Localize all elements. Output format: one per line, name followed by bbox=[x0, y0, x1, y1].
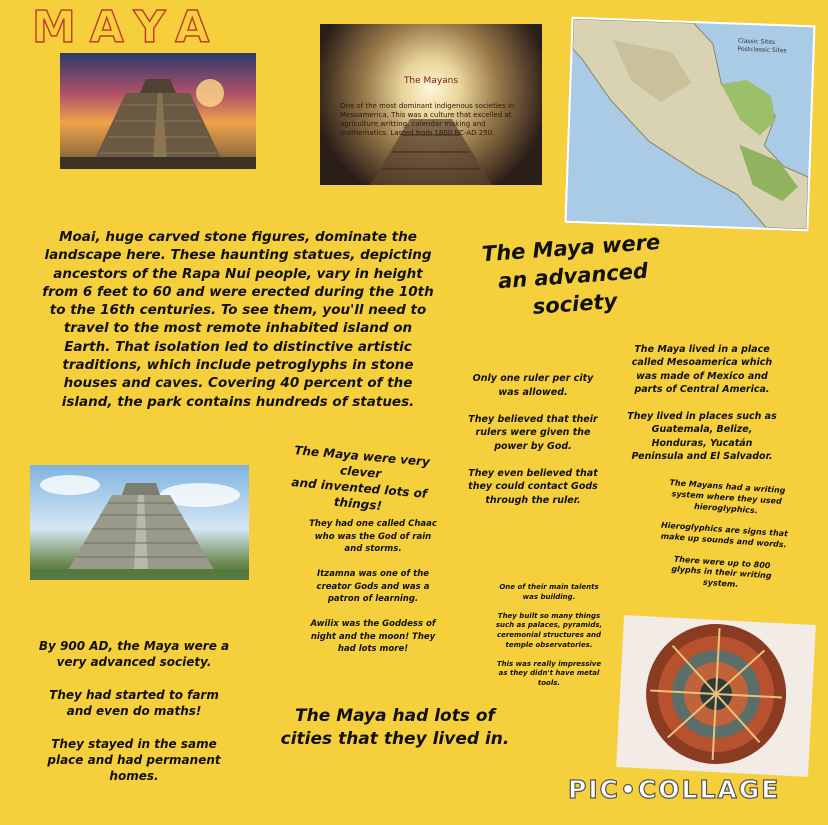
slide-body: One of the most dominant indigenous societies in Mesoamerica. This was a culture that excelled at agriculture,writting, calendar making and mathematics. Lasted from 1800 BC-AD 250. bbox=[340, 102, 515, 137]
pic-collage-logo: PIC•COLLAGE bbox=[568, 775, 781, 804]
ad900-text: By 900 AD, the Maya were a very advanced society. They had started to farm and even do maths! They stayed in the same place and had permanent homes. bbox=[38, 639, 230, 784]
mesoamerica-text: The Maya lived in a place called Mesoamerica which was made of Mexico and parts of Central America. They lived in places such as Guatemala, Belize, Honduras, Yucatán Peninsula and El Salvador. bbox=[627, 344, 777, 463]
aztec-calendar-stone-image bbox=[616, 615, 816, 777]
pyramid-sunset-image bbox=[60, 53, 256, 169]
writing-text: The Mayans had a writing system where they used hieroglyphics. Hieroglyphics are signs that make up sounds and words. There were up to 800 glyphs in their writing system. bbox=[660, 478, 789, 590]
building-text: One of their main talents was building. They built so many things such as palaces, pyramids, ceremonial structures and temple observatories. This was really impressive as they didn't have metal tools. bbox=[495, 583, 603, 687]
clever-heading: The Maya were very clever and invented lots of things! bbox=[290, 443, 431, 513]
map-label-classic: Classic Sites bbox=[737, 37, 776, 46]
map-label-postclassic: Postclassic Sites bbox=[737, 45, 787, 55]
slide-heading: The Mayans bbox=[403, 76, 459, 86]
mesoamerica-map-image bbox=[564, 17, 815, 231]
gods-text: They had one called Chaac who was the God of rain and storms. Itzamna was one of the creator Gods and was a patron of learning. Awilix was the Goddess of night and the moon! They had lots more! bbox=[309, 519, 437, 654]
chichen-itza-pyramid-image bbox=[30, 465, 249, 580]
cities-heading: The Maya had lots of cities that they lived in. bbox=[280, 706, 510, 749]
ruler-text: Only one ruler per city was allowed. They believed that their rulers were given the power by God. They even believed that they could contact Gods through the ruler. bbox=[468, 373, 598, 506]
moai-paragraph: Moai, huge carved stone figures, dominate the landscape here. These haunting statues, depicting ancestors of the Rapa Nui people, vary in height from 6 feet to 60 and were erected during the 10th to the 16th centuries. To see them, you'll need to travel to the most remote inhabited island on Earth. That isolation led to distinctive artistic traditions, which include petroglyphs in stone houses and caves. Covering 40 percent of the island, the park contains hundreds of statues. bbox=[42, 229, 434, 410]
page-title: MAYA bbox=[32, 2, 224, 53]
mayans-slide-image bbox=[320, 24, 542, 185]
advanced-society-heading: The Maya were an advanced society bbox=[481, 229, 661, 319]
